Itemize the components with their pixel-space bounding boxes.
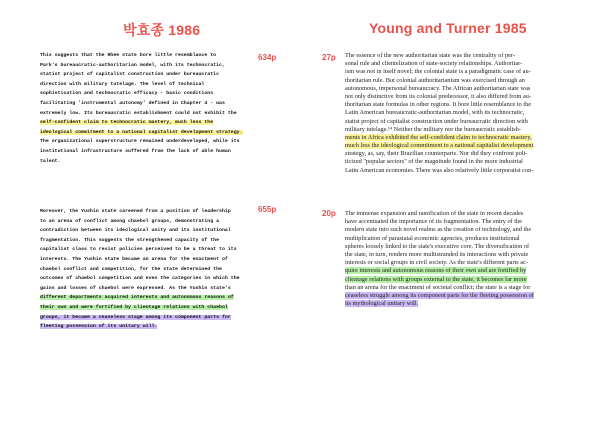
- text-line: spheres loosely linked to the state's executive core. The diversification of: [345, 242, 530, 250]
- text-line: institutional infrastructure suffered from the lack of able human: [40, 148, 231, 154]
- text-line-highlighted: its mythological unitary will.: [345, 300, 419, 308]
- text-line: facilitating 'instrumental autonomy' defined in Chapter 4 - was: [40, 100, 225, 106]
- text-line: gains and losses of chaebol were expressed. As the Yushin state's: [40, 285, 231, 291]
- text-line-highlighted: ceaseless struggle among its component parts for the fleeting possession of: [345, 291, 534, 299]
- text-line: military tutelage.¹⁴ Neither the military nor the bureaucratic establish-: [345, 125, 521, 133]
- left-bottom-passage: [40, 207, 278, 332]
- text-line: ism was not in itself novel; the colonial state is a paradigmatic case of au-: [345, 68, 531, 76]
- text-line-highlighted: groups, it became a ceaseless stage among its component parts for: [40, 314, 231, 320]
- text-line: thoritarian rule. But colonial authoritarianism was exercised through an: [345, 76, 525, 84]
- text-line: The immense expansion and ramification of the state in recent decades: [345, 210, 524, 217]
- text-line: ticized "popular sectors" of the magnitude found in the more industrial: [345, 158, 523, 166]
- text-line: not only distinctive from its colonial predecessor, it also differed from au-: [345, 92, 532, 100]
- text-line-highlighted: much less the ideological commitment to a national capitalist development: [345, 142, 534, 150]
- title-left: 박효종 1986: [123, 22, 201, 38]
- text-line: The essence of the new authoritarian state was the centrality of per-: [345, 52, 515, 59]
- text-line: chaebol conflict and competition, for the state determined the: [40, 266, 222, 272]
- text-line: direction with military tutelage. The level of technical: [40, 81, 205, 87]
- right-top-passage: [345, 52, 585, 175]
- text-line: The organizational superstructure remained underdeveloped, while its: [40, 139, 240, 145]
- title-right: Young and Turner 1985: [369, 20, 527, 36]
- text-line: statist project of capitalist construction under bureaucratic: [40, 72, 220, 78]
- text-line-highlighted: their own and were fortified by clientage relations with chaebol: [40, 304, 228, 310]
- text-line: Park's bureaucratic-authoritarian model, with its technocratic,: [40, 62, 225, 68]
- text-line: autonomous, impersonal bureaucracy. The African authoritarian state was: [345, 84, 531, 92]
- text-line: Moreover, the Yushin state careened from a position of leadership: [40, 209, 231, 214]
- text-line: Latin American economies. There was also relatively little corporatist con-: [345, 166, 534, 174]
- text-line-highlighted: different departments acquired interests and autonomous reasons of: [40, 295, 234, 301]
- text-line: extremely low. Its bureaucratic establishment could not exhibit the: [40, 110, 237, 116]
- text-line: sophistication and technocratic efficacy - basic conditions: [40, 91, 214, 97]
- text-line: strategy, as, say, their Brazilian counterparts. Nor did they confront poli-: [345, 150, 528, 158]
- page-label-left-top: 634p: [258, 53, 277, 62]
- page-label-left-bottom: 655p: [258, 205, 277, 214]
- text-line: contradiction between its ideological unity and its institutional: [40, 228, 231, 234]
- page-label-right-bottom: 20p: [322, 209, 336, 218]
- text-line: capitalist class to resist policies perceived to be a threat to its: [40, 247, 237, 253]
- text-line: Latin American bureaucratic-authoritarian model, with its technocratic,: [345, 109, 525, 117]
- text-line: fragmentation. This suggests the strengthened capacity of the: [40, 237, 220, 243]
- text-line: modern state into such novel realms as the creation of technology, and the: [345, 226, 532, 234]
- text-line: the state, in turn, renders more multistranded its interactions with private: [345, 250, 529, 258]
- text-line: interests. The Yushin state became an arena for the enactment of: [40, 256, 228, 262]
- text-line-highlighted: self-confident claim to technocratic mastery, much less the: [40, 120, 214, 126]
- text-line: have accentuated the importance of its fragmentation. The entry of the: [345, 218, 522, 226]
- text-line: interests or social groups in civil society. As the state's different parts ac-: [345, 259, 528, 267]
- text-line-highlighted: quire interests and autonomous reasons of their own and are fortified by: [345, 267, 527, 275]
- text-line: than an arena for the enactment of societal conflict; the state is a stage for: [345, 283, 531, 291]
- text-line: sonal rule and clientelization of state-society relationships. Authoritar-: [345, 60, 523, 68]
- text-line-highlighted: clientage relations with groups external to the state, it becomes far more: [345, 275, 527, 283]
- text-line-highlighted: ideological commitment to a national capitalist development strategy.: [40, 129, 243, 135]
- text-line-highlighted: ments in Africa exhibited the self-confident claim to technocratic mastery,: [345, 133, 532, 141]
- text-line: multiplication of parastatal economic agencies, produces institutional: [345, 234, 520, 242]
- text-line: talent.: [40, 158, 61, 164]
- right-bottom-passage: [345, 210, 585, 308]
- text-line: statist project of capitalist construction under bureaucratic direction with: [345, 117, 528, 125]
- left-top-passage: [40, 51, 278, 166]
- text-line: to an arena of conflict among chaebol groups, demonstrating a: [40, 218, 220, 224]
- text-line-highlighted: fleeting possession of its unitary will.: [40, 324, 158, 330]
- text-line: outcomes of chaebol competition and even the categories in which the: [40, 276, 240, 282]
- text-line: thoritarian state formulas in other regions. It bore little resemblance to the: [345, 101, 532, 109]
- text-line: This suggests that the Rhee state bore little resemblance to: [40, 53, 217, 58]
- page-label-right-top: 27p: [322, 53, 336, 62]
